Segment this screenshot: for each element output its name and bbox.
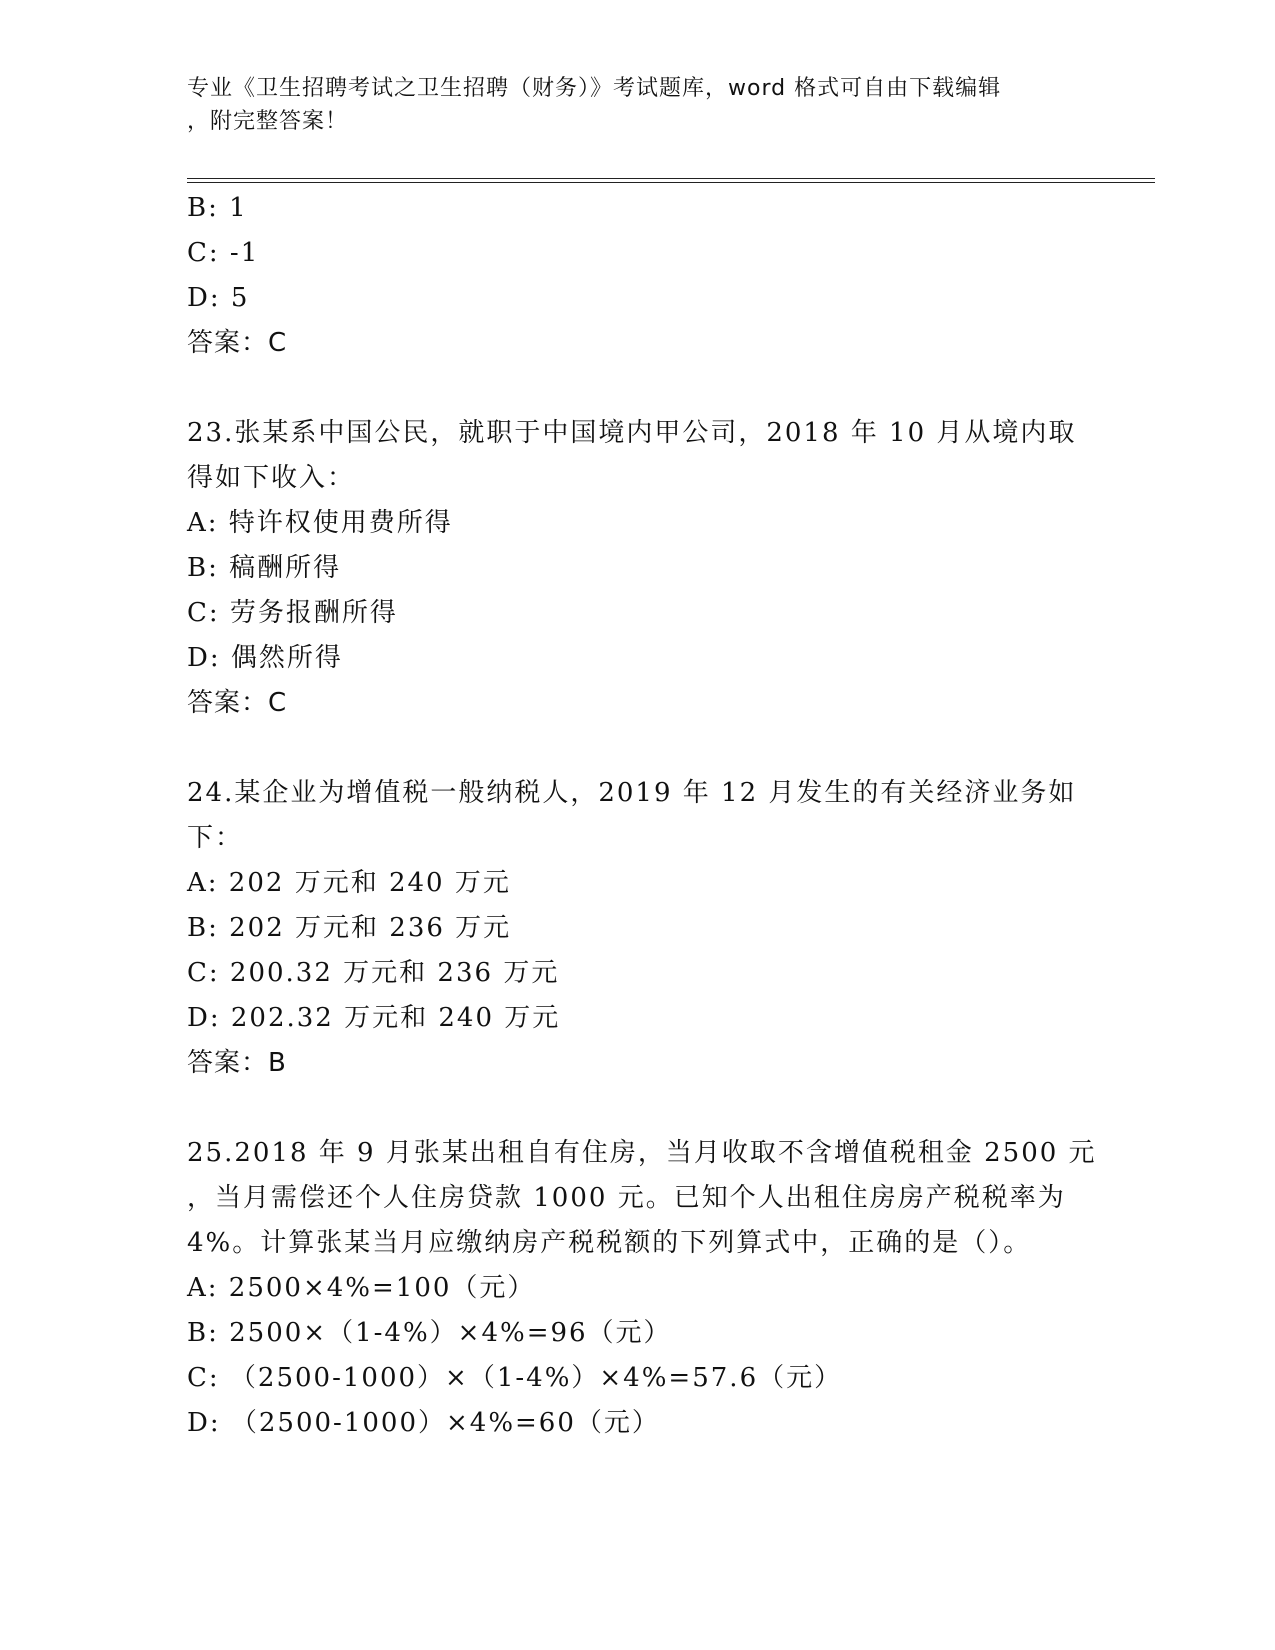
q24-option-c: C: 200.32 万元和 236 万元 bbox=[187, 958, 560, 988]
q23-stem-line-1: 23.张某系中国公民，就职于中国境内甲公司，2018 年 10 月从境内取 bbox=[187, 418, 1077, 448]
q25-stem-line-3: 4%。计算张某当月应缴纳房产税税额的下列算式中，正确的是（）。 bbox=[187, 1228, 1032, 1258]
q23-option-d: D: 偶然所得 bbox=[187, 643, 343, 673]
q24-stem-line-2: 下： bbox=[187, 823, 244, 853]
q24-option-d: D: 202.32 万元和 240 万元 bbox=[187, 1003, 561, 1033]
q25-stem-line-1: 25.2018 年 9 月张某出租自有住房，当月收取不含增值税租金 2500 元 bbox=[187, 1138, 1097, 1168]
q23-option-c: C: 劳务报酬所得 bbox=[187, 598, 398, 628]
q25-option-a: A: 2500×4%=100（元） bbox=[187, 1273, 536, 1303]
q23-option-b: B: 稿酬所得 bbox=[187, 553, 342, 583]
document-header bbox=[187, 72, 1087, 138]
q22-option-b: B: 1 bbox=[187, 193, 248, 223]
q22-option-d: D: 5 bbox=[187, 283, 250, 313]
q24-option-a: A: 202 万元和 240 万元 bbox=[187, 868, 511, 898]
q25-stem-line-2: ，当月需偿还个人住房贷款 1000 元。已知个人出租住房房产税税率为 bbox=[187, 1183, 1066, 1213]
q24-option-b: B: 202 万元和 236 万元 bbox=[187, 913, 512, 943]
q24-answer: 答案：B bbox=[187, 1048, 287, 1078]
q25-option-b: B: 2500×（1-4%）×4%=96（元） bbox=[187, 1318, 672, 1348]
q22-answer: 答案：C bbox=[187, 328, 288, 358]
q23-answer: 答案：C bbox=[187, 688, 288, 718]
q24-stem-line-1: 24.某企业为增值税一般纳税人，2019 年 12 月发生的有关经济业务如 bbox=[187, 778, 1077, 808]
header-line-2: ，附完整答案！ bbox=[187, 109, 349, 134]
q25-option-d: D: （2500-1000）×4%=60（元） bbox=[187, 1408, 660, 1438]
q23-option-a: A: 特许权使用费所得 bbox=[187, 508, 453, 538]
q22-option-c: C: -1 bbox=[187, 238, 260, 268]
header-divider bbox=[187, 178, 1155, 183]
q25-option-c: C: （2500-1000）×（1-4%）×4%=57.6（元） bbox=[187, 1363, 843, 1393]
q23-stem-line-2: 得如下收入： bbox=[187, 463, 356, 493]
header-line-1: 专业《卫生招聘考试之卫生招聘（财务）》考试题库，word 格式可自由下载编辑 bbox=[187, 76, 1002, 101]
